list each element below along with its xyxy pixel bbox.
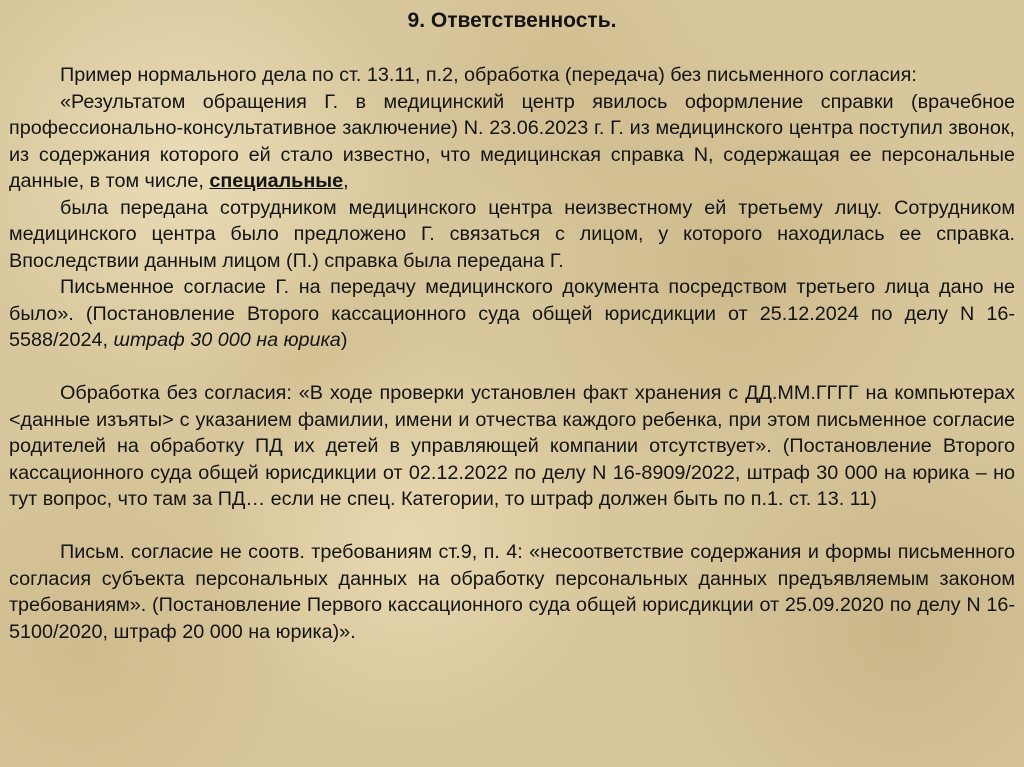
example1-quote-p3-tail: ) — [340, 329, 348, 351]
slide-title: 9. Ответственность. — [407, 9, 617, 32]
example3-paragraph: Письм. согласие не соотв. требованиям ст.9, п. 4: «несоответствие содержания и формы письменного согласия субъекта персональных данных на обработку персональных данных предъявляемым законом требованиям». (Постановление Первого кассационного суда общей юрисдикции от 25.09.2020 по делу N 16-5100/2020, штраф 20 000 на юрика)». — [9, 541, 1015, 643]
example1-quote-paragraph-3 — [9, 274, 1015, 354]
example1-quote-p3-text: Письменное согласие Г. на передачу медицинского документа посредством третьего лица дано не было». (Постановление Второго кассационного суда общей юрисдикции от 25.12.2024 по делу N 16-5588/2024, — [9, 276, 1015, 351]
example1-quote-paragraph-2: была передана сотрудником медицинского центра неизвестному ей третьему лицу. Сотрудником медицинского центра было предложено Г. связаться с лицом, у которого находилась ее справка. Впоследствии данным лицом (П.) справка была передана Г. — [9, 196, 1015, 272]
spacer — [9, 354, 1015, 381]
example1-quote-p1-text: «Результатом обращения Г. в медицинский центр явилось оформление справки (врачебное профессионально-консультативное заключение) N. 23.06.2023 г. Г. из медицинского центра поступил звонок, из содержания которого ей стало известно, что медицинская справка N, содержащая ее персональные данные, в том числе, — [9, 90, 1015, 192]
fine-note-italic: штраф 30 000 на юрика — [113, 329, 341, 351]
example2-paragraph: Обработка без согласия: «В ходе проверки установлен факт хранения с ДД.ММ.ГГГГ на компьютерах <данные изъяты> с указанием фамилии, имени и отчества каждого ребенка, при этом письменное согласие родителей на обработку ПД их детей в управляющей компании отсутствует». (Постановление Второго кассационного суда общей юрисдикции от 02.12.2022 по делу N 16-8909/2022, штраф 30 000 на юрика – но тут вопрос, что там за ПД… если не спец. Категории, то штраф должен быть по п.1. ст. 13. 11) — [9, 382, 1015, 510]
example1-intro: Пример нормального дела по ст. 13.11, п.2, обработка (передача) без письменного согласия: — [60, 64, 917, 86]
emphasis-special: специальные — [209, 170, 344, 192]
example1-quote-paragraph-1 — [9, 89, 1015, 195]
example1-quote-p1-tail: , — [343, 170, 349, 192]
slide-body — [9, 62, 1015, 645]
spacer — [9, 513, 1015, 540]
